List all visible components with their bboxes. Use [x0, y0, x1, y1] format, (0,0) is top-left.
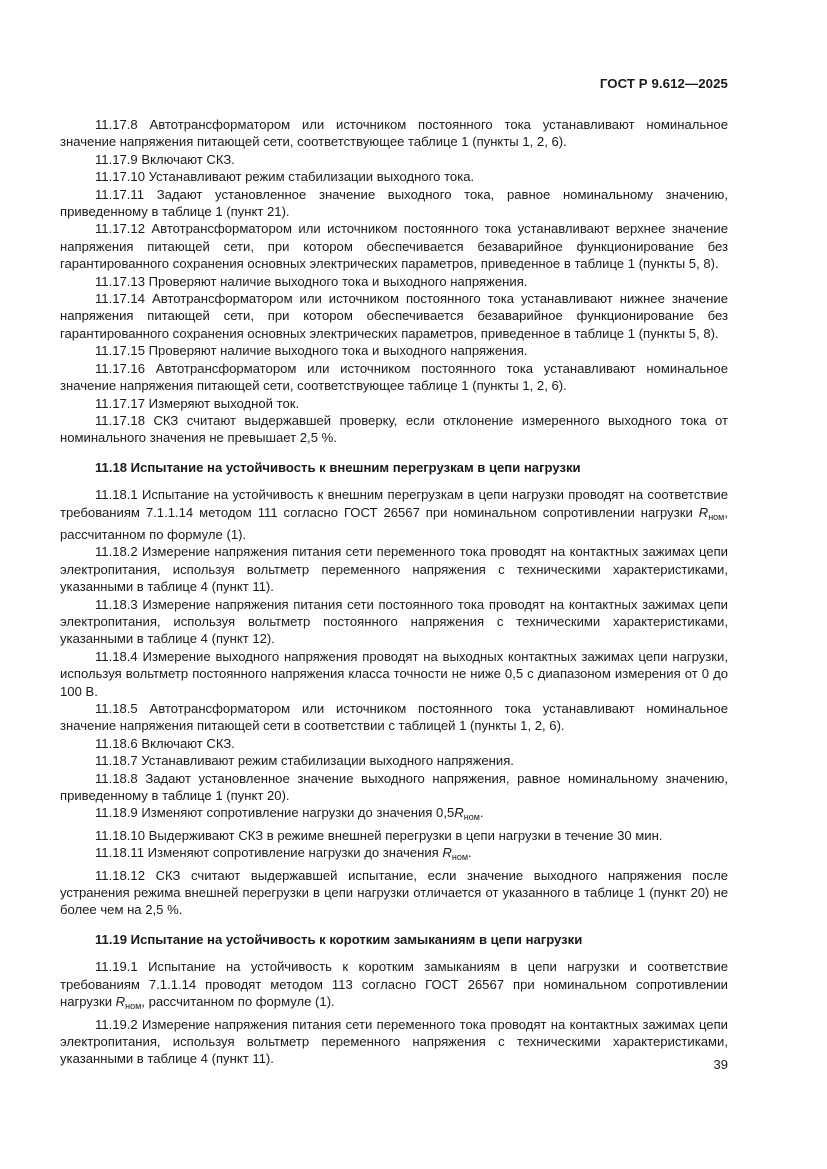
symbol-r: R — [698, 504, 709, 520]
paragraph-11-18-12: 11.18.12 СКЗ считают выдержавшей испытание, если значение выходного напряжения после устранения режима внешней перегрузки в цепи нагрузки отличается от указанного в таблице 1 (пункт 20) не более чем на 2,5 %. — [60, 867, 728, 918]
paragraph-11-17-16: 11.17.16 Автотрансформатором или источником постоянного тока устанавливают номинальное значение напряжения питающей сети, соответствующее таблице 1 (пункты 1, 2, 6). — [60, 360, 728, 394]
subscript-nom: ном — [708, 511, 725, 522]
paragraph-11-18-2: 11.18.2 Измерение напряжения питания сети переменного тока проводят на контактных зажимах цепи электропитания, используя вольтметр переменного напряжения с техническими характеристиками, указанными в таблице 4 (пункт 11). — [60, 544, 728, 595]
symbol-r: R — [442, 845, 452, 861]
period: . — [479, 805, 484, 821]
section-heading-11-19: 11.19 Испытание на устойчивость к коротким замыканиям в цепи нагрузки — [95, 931, 583, 947]
paragraph-11-17-17: 11.17.17 Измеряют выходной ток. — [95, 395, 300, 411]
paragraph-11-18-5: 11.18.5 Автотрансформатором или источником постоянного тока устанавливают номинальное значение напряжения питающей сети в соответствии с таблицей 1 (пункты 1, 2, 6). — [60, 701, 728, 734]
paragraph-11-18-3: 11.18.3 Измерение напряжения питания сети постоянного тока проводят на контактных зажимах цепи электропитания, используя вольтметр постоянного напряжения с техническими характеристиками, указанными в таблице 4 (пункт 12). — [60, 596, 728, 647]
paragraph-11-18-9 — [60, 804, 728, 826]
section-heading-11-18: 11.18 Испытание на устойчивость к внешним перегрузкам в цепи нагрузки — [95, 459, 581, 475]
paragraph-11-17-13: 11.17.13 Проверяют наличие выходного тока и выходного напряжения. — [95, 273, 528, 289]
paragraph-11-18-1 — [60, 486, 728, 543]
text: , рассчитанном по формуле (1). — [60, 504, 728, 542]
paragraph-11-17-14: 11.17.14 Автотрансформатором или источником постоянного тока устанавливают нижнее значение напряжения питающей сети, при котором обеспечивается безаварийное функционирование без гарантированного сохранения основных электрических параметров, приведенное в таблице 1 (пункты 5, 8). — [60, 291, 728, 341]
paragraph-11-18-4: 11.18.4 Измерение выходного напряжения проводят на выходных контактных зажимах цепи нагрузки, используя вольтметр постоянного напряжения класса точности не ниже 0,5 с диапазоном измерения от 0 до 100 В. — [60, 648, 728, 699]
text: 11.18.9 Изменяют сопротивление нагрузки до значения 0,5 — [95, 805, 455, 821]
paragraph-11-17-8: 11.17.8 Автотрансформатором или источником постоянного тока устанавливают номинальное значение напряжения питающей сети, соответствующее таблице 1 (пункты 1, 2, 6). — [60, 117, 728, 150]
symbol-r: R — [115, 994, 126, 1010]
subscript-nom: ном — [463, 812, 480, 823]
paragraph-11-17-12: 11.17.12 Автотрансформатором или источником постоянного тока устанавливают верхнее значение напряжения питающей сети, при котором обеспечивается безаварийное функционирование без гарантированного сохранения основных электрических параметров, приведенное в таблице 1 (пункты 5, 8). — [60, 221, 728, 272]
subscript-nom: ном — [451, 852, 469, 863]
paragraph-11-17-11: 11.17.11 Задают установленное значение выходного тока, равное номинальному значению, приведенному в таблице 1 (пункт 21). — [60, 186, 728, 220]
paragraph-11-18-10: 11.18.10 Выдерживают СКЗ в режиме внешней перегрузки в цепи нагрузки в течение 30 мин. — [95, 827, 663, 843]
paragraph-11-18-6: 11.18.6 Включают СКЗ. — [95, 735, 235, 751]
text: 11.18.11 Изменяют сопротивление нагрузки до значения — [95, 845, 443, 861]
paragraph-11-17-18: 11.17.18 СКЗ считают выдержавшей проверку, если отклонение измеренного выходного тока от номинального значения не превышает 2,5 %. — [60, 412, 728, 446]
document-body — [60, 116, 728, 1068]
paragraph-11-18-8: 11.18.8 Задают установленное значение выходного напряжения, равное номинальному значению, приведенному в таблице 1 (пункт 20). — [60, 770, 728, 804]
period: . — [468, 845, 472, 861]
text: 11.18.1 Испытание на устойчивость к внешним перегрузкам в цепи нагрузки проводят на соответствие требованиям 7.1.1.14 методом 111 согласно ГОСТ 26567 при номинальном сопротивлении нагрузки — [60, 487, 728, 520]
paragraph-11-19-2: 11.19.2 Измерение напряжения питания сети переменного тока проводят на контактных зажимах цепи электропитания, используя вольтметр переменного напряжения с техническими характеристиками, указанными в таблице 4 (пункт 11). — [60, 1016, 728, 1067]
paragraph-11-18-11 — [60, 844, 728, 866]
paragraph-11-19-1 — [60, 958, 728, 1015]
text: 11.19.1 Испытание на устойчивость к коротким замыканиям в цепи нагрузки и соответствие требованиям 7.1.1.14 проводят методом 113 согласно ГОСТ 26567 при номинальном сопротивлении нагрузки — [60, 959, 728, 1010]
text: , рассчитанном по формуле (1). — [141, 994, 335, 1010]
paragraph-11-17-9: 11.17.9 Включают СКЗ. — [95, 151, 235, 167]
paragraph-11-17-15: 11.17.15 Проверяют наличие выходного тока и выходного напряжения. — [95, 343, 528, 359]
symbol-r: R — [454, 805, 464, 821]
document-header: ГОСТ Р 9.612—2025 — [599, 76, 728, 91]
subscript-nom: ном — [125, 1001, 142, 1012]
page-number: 39 — [713, 1057, 728, 1072]
paragraph-11-17-10: 11.17.10 Устанавливают режим стабилизации выходного тока. — [95, 169, 475, 185]
paragraph-11-18-7: 11.18.7 Устанавливают режим стабилизации выходного напряжения. — [95, 753, 514, 769]
